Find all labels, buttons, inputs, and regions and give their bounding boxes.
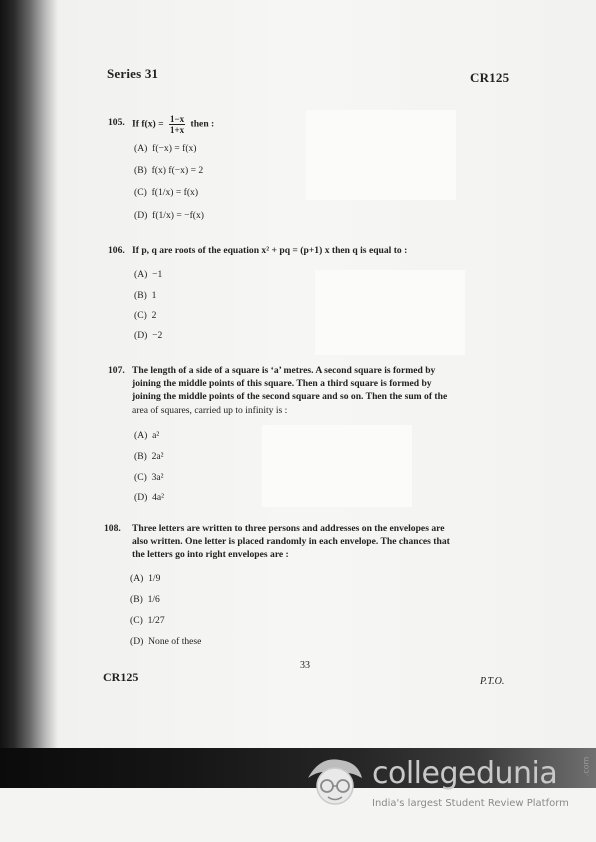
page-number: 33 — [300, 660, 310, 671]
option — [134, 143, 197, 154]
option-key: (C) — [134, 187, 147, 198]
stem-suffix: then : — [190, 118, 215, 130]
option-key: (C) — [134, 472, 147, 483]
option-key: (D) — [134, 492, 148, 503]
option-text: 4a² — [152, 492, 165, 503]
option-text: f(1/x) = −f(x) — [152, 210, 204, 221]
option-text: 1/6 — [147, 594, 160, 605]
option — [130, 636, 201, 647]
stem-line: Three letters are written to three persons and addresses on the envelopes are — [132, 523, 445, 534]
stem-line: The length of a side of a square is ‘a’ metres. A second square is formed by — [132, 365, 436, 376]
watermark-suffix: .com — [581, 756, 591, 777]
option-key: (B) — [134, 290, 147, 301]
stem-line: joining the middle points of this square. Then a third square is formed by — [132, 378, 432, 390]
stem-line: area of squares, carried up to infinity is : — [132, 404, 288, 416]
option-key: (B) — [134, 165, 147, 176]
option-key: (A) — [130, 573, 144, 584]
option — [134, 451, 164, 462]
option — [130, 573, 160, 584]
question-stem — [132, 522, 528, 562]
question-number: 107. — [108, 365, 125, 376]
option — [130, 615, 165, 626]
option-text: f(x) f(−x) = 2 — [151, 165, 204, 176]
option-text: f(−x) = f(x) — [152, 143, 197, 154]
option — [134, 290, 156, 301]
option-text: 1 — [151, 290, 157, 301]
option-text: −2 — [152, 330, 163, 341]
option-text: 1/9 — [148, 573, 161, 584]
option-text: 2a² — [151, 451, 164, 462]
erased-patch — [315, 270, 465, 355]
question-stem — [132, 114, 214, 135]
option — [134, 492, 164, 503]
option — [134, 472, 164, 483]
question-number: 105. — [108, 117, 125, 128]
option-key: (B) — [134, 451, 147, 462]
option — [134, 187, 198, 198]
pto-label: P.T.O. — [480, 676, 505, 687]
stem-line: the letters go into right envelopes are : — [132, 549, 289, 561]
watermark-tagline: India's largest Student Review Platform — [372, 798, 569, 809]
fraction — [169, 114, 185, 135]
option-text: None of these — [148, 636, 202, 647]
option-key: (C) — [134, 310, 147, 321]
option — [134, 210, 204, 221]
footer-code: CR125 — [103, 670, 139, 684]
question-stem — [132, 364, 528, 417]
option-text: 1/27 — [147, 615, 165, 626]
option — [134, 165, 203, 176]
option-key: (D) — [130, 636, 144, 647]
option — [130, 594, 160, 605]
series-title: Series 31 — [107, 66, 159, 81]
option-text: −1 — [152, 269, 163, 280]
question-number: 106. — [108, 245, 125, 256]
option — [134, 310, 156, 321]
option-text: f(1/x) = f(x) — [151, 187, 199, 198]
option-text: a² — [152, 430, 160, 441]
fraction-denominator: 1+x — [169, 125, 185, 135]
watermark-brand: collegedunia — [372, 756, 558, 791]
mascot-icon — [300, 752, 370, 812]
option-key: (B) — [130, 594, 143, 605]
option-key: (A) — [134, 269, 148, 280]
option-text: 3a² — [151, 472, 164, 483]
option-key: (A) — [134, 430, 148, 441]
stem-line: joining the middle points of the second square and so on. Then the sum of the — [132, 391, 448, 403]
option-key: (C) — [130, 615, 143, 626]
question-stem: If p, q are roots of the equation x² + pq = (p+1) x then q is equal to : — [132, 245, 408, 256]
option-key: (D) — [134, 210, 148, 221]
erased-patch — [262, 425, 412, 507]
question-107 — [108, 364, 528, 420]
option-key: (A) — [134, 143, 148, 154]
watermark-logo — [300, 752, 590, 812]
question-number: 108. — [104, 523, 121, 534]
option — [134, 330, 162, 341]
stem-line: also written. One letter is placed randomly in each envelope. The chances that — [132, 536, 450, 548]
option — [134, 430, 159, 441]
question-106 — [108, 244, 538, 260]
paper-code: CR125 — [470, 70, 510, 85]
stem-prefix: If f(x) = — [132, 118, 164, 130]
option-text: 2 — [151, 310, 157, 321]
page-binding-shadow — [0, 0, 58, 842]
option-key: (D) — [134, 330, 148, 341]
option — [134, 269, 162, 280]
fraction-numerator: 1−x — [169, 114, 185, 124]
question-108 — [104, 522, 528, 564]
